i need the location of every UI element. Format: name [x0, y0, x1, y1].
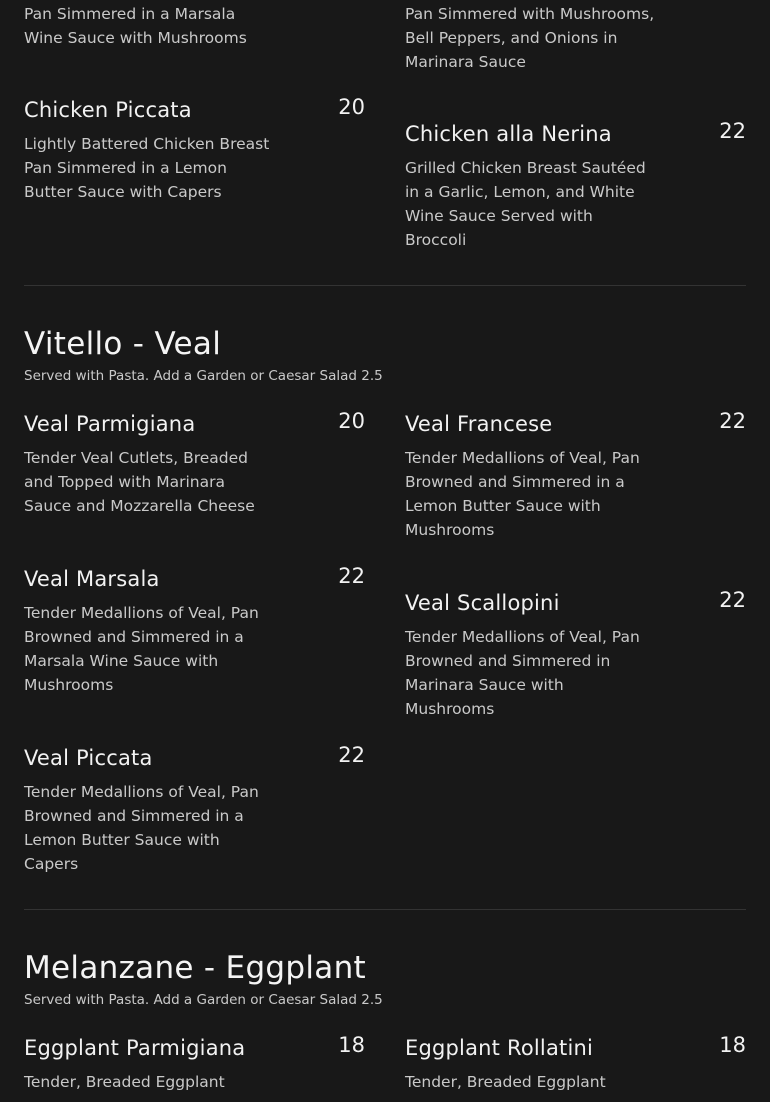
menu-item-price: 20: [338, 409, 365, 433]
menu-item-description: Tender, Breaded Eggplant: [405, 1073, 606, 1091]
section-divider: [24, 909, 746, 910]
menu-item-name: Veal Francese: [405, 412, 553, 436]
menu-item-description: Tender Medallions of Veal, Pan Browned and Simmered in a Lemon Butter Sauce with Capers: [24, 783, 259, 873]
menu-item-price: 18: [719, 1033, 746, 1057]
section-subtitle-veal: Served with Pasta. Add a Garden or Caesar Salad 2.5: [24, 368, 383, 384]
menu-item-name: Veal Piccata: [24, 746, 153, 770]
menu-item-price: 22: [719, 119, 746, 143]
section-title-eggplant: Melanzane - Eggplant: [24, 950, 366, 986]
menu-item-price: 18: [338, 1033, 365, 1057]
menu-item-name: Eggplant Rollatini: [405, 1036, 594, 1060]
menu-item-price: 22: [338, 564, 365, 588]
menu-item-description: Grilled Chicken Breast Sautéed in a Garlic, Lemon, and White Wine Sauce Served with Broccoli: [405, 159, 646, 249]
menu-item-name: Veal Scallopini: [405, 591, 560, 615]
menu-item-name: Veal Marsala: [24, 567, 160, 591]
menu-item-name: Chicken alla Nerina: [405, 122, 612, 146]
menu-item-name: Veal Parmigiana: [24, 412, 196, 436]
menu-item-name: Chicken Piccata: [24, 98, 192, 122]
menu-item-price: 20: [338, 95, 365, 119]
menu-item-description: Tender, Breaded Eggplant: [24, 1073, 225, 1091]
menu-item-description: Tender Medallions of Veal, Pan Browned and Simmered in a Marsala Wine Sauce with Mushrooms: [24, 604, 259, 694]
menu-item-price: 22: [719, 588, 746, 612]
menu-item-description: Tender Veal Cutlets, Breaded and Topped with Marinara Sauce and Mozzarella Cheese: [24, 449, 255, 515]
chicken-cacciatore-description: Pan Simmered with Mushrooms, Bell Peppers, and Onions in Marinara Sauce: [405, 5, 655, 71]
menu-item-price: 22: [719, 409, 746, 433]
chicken-marsala-description: Pan Simmered in a Marsala Wine Sauce with Mushrooms: [24, 5, 247, 47]
menu-item-price: 22: [338, 743, 365, 767]
section-subtitle-eggplant: Served with Pasta. Add a Garden or Caesar Salad 2.5: [24, 992, 383, 1008]
menu-item-name: Eggplant Parmigiana: [24, 1036, 246, 1060]
menu-item-description: Tender Medallions of Veal, Pan Browned and Simmered in Marinara Sauce with Mushrooms: [405, 628, 640, 718]
menu-item-description: Lightly Battered Chicken Breast Pan Simmered in a Lemon Butter Sauce with Capers: [24, 135, 270, 201]
menu-item-description: Tender Medallions of Veal, Pan Browned and Simmered in a Lemon Butter Sauce with Mushrooms: [405, 449, 640, 539]
section-title-veal: Vitello - Veal: [24, 326, 222, 362]
section-divider: [24, 285, 746, 286]
